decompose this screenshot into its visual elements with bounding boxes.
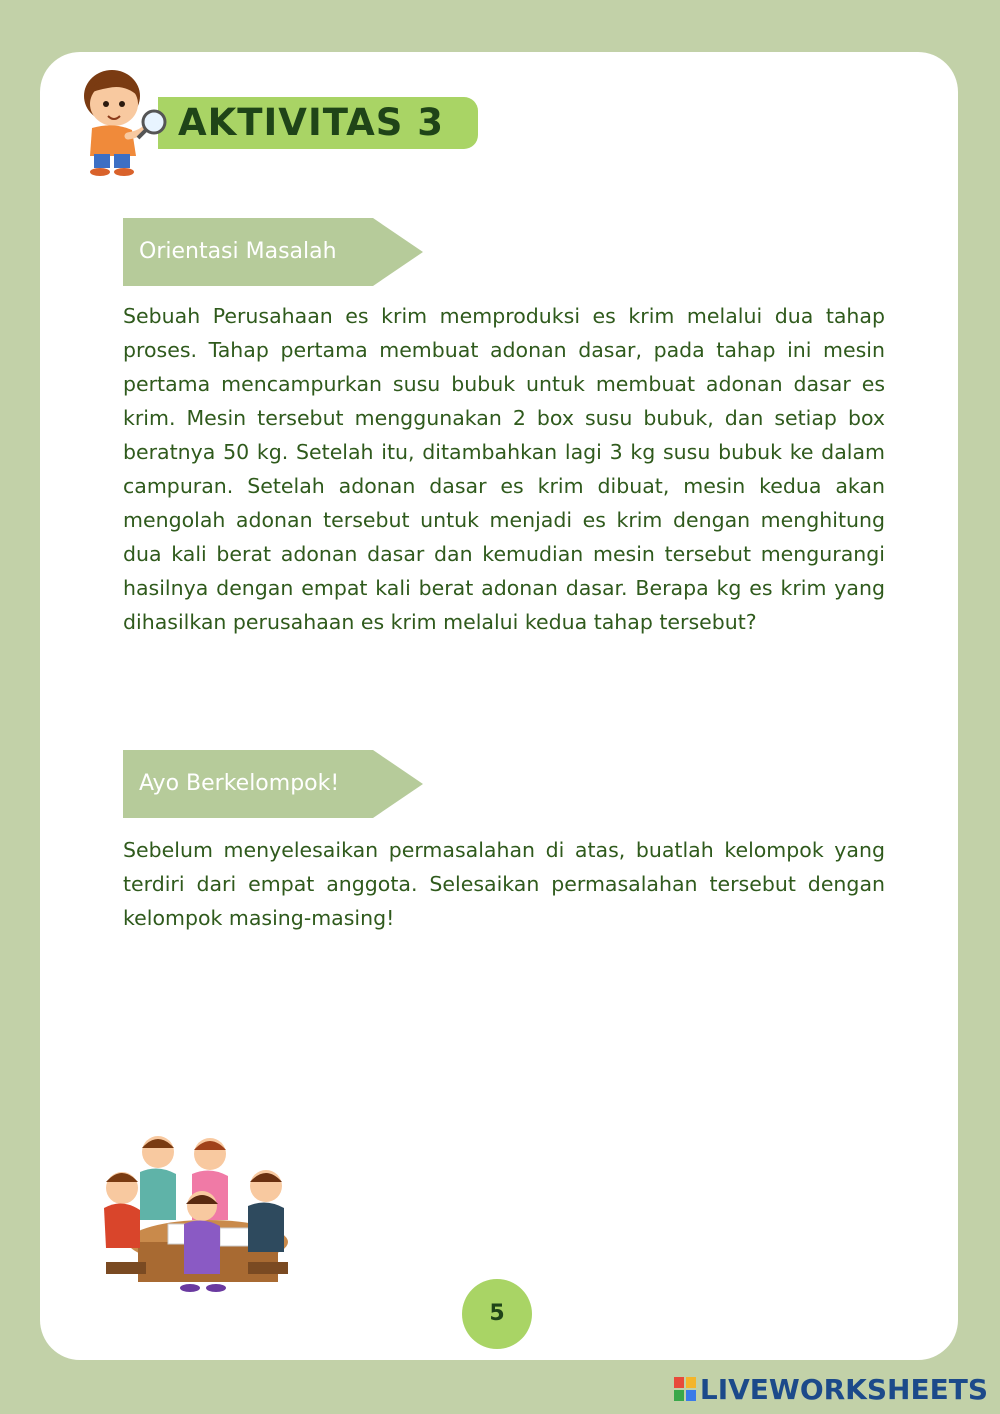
page-number: 5 — [462, 1279, 532, 1349]
section-label-orientasi — [123, 218, 423, 286]
page-title: AKTIVITAS 3 — [178, 101, 444, 144]
section-label-berkelompok — [123, 750, 423, 818]
section-label-text: Orientasi Masalah — [139, 239, 337, 264]
brand-footer[interactable] — [674, 1372, 988, 1406]
brand-name: LIVEWORKSHEETS — [699, 1372, 988, 1406]
problem-paragraph: Sebuah Perusahaan es krim memproduksi es krim melalui dua tahap proses. Tahap pertama membuat adonan dasar, pada tahap ini mesin pertama mencampurkan susu bubuk untuk membuat adonan dasar es krim. Mesin tersebut menggunakan 2 box susu bubuk, dan setiap box beratnya 50 kg. Setelah itu, ditambahkan lagi 3 kg susu bubuk ke dalam campuran. Setelah adonan dasar es krim dibuat, mesin kedua akan mengolah adonan tersebut untuk menjadi es krim dengan menghitung dua kali berat adonan dasar dan kemudian mesin tersebut mengurangi hasilnya dengan empat kali berat adonan dasar. Berapa kg es krim yang dihasilkan perusahaan es krim melalui kedua tahap tersebut? — [123, 304, 885, 634]
worksheet-page — [40, 52, 958, 1360]
liveworksheets-logo-icon — [674, 1377, 696, 1401]
section-label-text: Ayo Berkelompok! — [139, 771, 340, 796]
boy-magnifier-icon — [70, 66, 170, 178]
kids-group-icon — [98, 1124, 298, 1302]
group-instruction-paragraph: Sebelum menyelesaikan permasalahan di atas, buatlah kelompok yang terdiri dari empat anggota. Selesaikan permasalahan tersebut dengan kelompok masing-masing! — [123, 838, 885, 930]
